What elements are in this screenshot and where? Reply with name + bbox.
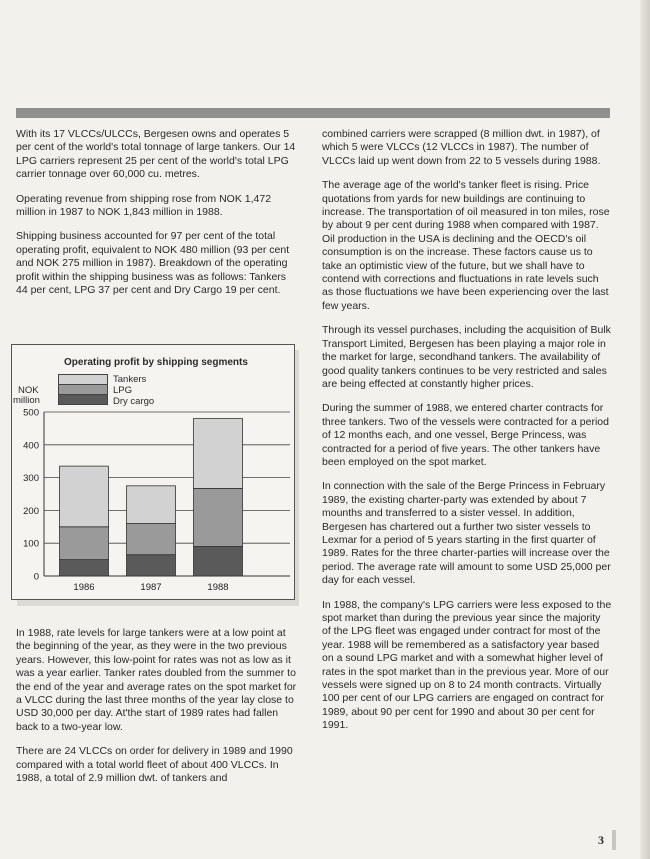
paragraph: In 1988, the company's LPG carriers were less exposed to the spot market than during the previous year since the majority of the LPG fleet was engaged under contract for most of the year. 1988 will be remembered as a satisfactory year based on a sound LPG market and with a somewhat higher level of rates in the spot market than in the previous year. More of our vessels were signed up on 8 to 24 month contracts. Virtually 100 per cent of our LPG carriers are engaged on contract for 1989, about 90 per cent for 1990 and about 30 per cent for 1991. [322,598,612,732]
y-tick-label: 100 [23,538,39,550]
paragraph: Through its vessel purchases, including the acquisition of Bulk Transport Limited, Bergesen has been playing a major role in the market for large, secondhand tankers. The availability of good quality tankers continues to be very restricted and sales are being effected at constantly higher prices. [322,324,611,390]
bar-lpg-1986 [60,527,109,560]
bar-tankers-1988 [194,419,243,489]
right-column [322,128,612,744]
y-tick-label: 0 [33,571,39,583]
bar-tankers-1987 [127,486,176,524]
left-column-bottom [16,627,300,796]
legend-label-lpg: LPG [113,385,133,396]
bar-lpg-1987 [127,524,176,555]
paragraph: Operating revenue from shipping rose from NOK 1,472 million in 1987 to NOK 1,843 million in 1988. [16,192,272,219]
paragraph: In connection with the sale of the Berge Princess in February 1989, the existing charter-party was extended by about 7 mounths and transferred to a sister vessel. In addition, Bergesen has chartered out a further two sister vessels to Lexmar for a period of 5 years starting in the first quarter of 1989. Rates for the three charter-parties will increase over the period. The average rate will amount to some USD 25,000 per day for each vessel. [322,480,611,587]
paragraph: The average age of the world's tanker fleet is rising. Price quotations from yards for new buildings are continuing to increase. The transportation of oil measured in ton miles, rose by about 9 per cent during 1988 when compared with 1987. Oil production in the USA is declining and the OECD's oil consumption is on the increase. These factors cause us to take an optimistic view of the future, but we shall have to contend with corrections and fluctuations in rate levels such as those fluctuations we have been experiencing over the last few years. [322,179,610,312]
bar-dry-cargo-1988 [194,546,243,576]
y-tick-label: 500 [23,407,39,419]
paragraph: With its 17 VLCCs/ULCCs, Bergesen owns and operates 5 per cent of the world's total tonnage of large tankers. Our 14 LPG carriers represent 25 per cent of the world's total LPG carrier tonnage over 60,000 cu. metres. [16,128,296,181]
y-tick-label: 200 [23,505,39,517]
legend-label-dry-cargo: Dry cargo [113,396,155,407]
y-tick-label: 400 [23,440,39,452]
bar-dry-cargo-1987 [127,555,176,576]
paragraph: combined carriers were scrapped (8 million dwt. in 1987), of which 5 were VLCCs (12 VLCCs in 1987). The number of VLCCs laid up went down from 22 to 5 vessels during 1988. [322,128,601,167]
paragraph: There are 24 VLCCs on order for delivery in 1989 and 1990 compared with a total world fleet of about 400 VLCCs. In 1988, a total of 2.9 million dwt. of tankers and [16,745,293,785]
y-axis-label-unit: NOK [18,385,39,396]
paragraph: In 1988, rate levels for large tankers were at a low point at the beginning of the year, as they were in the two previous years. However, this low-point for rates was not as low as it was a year earlier. Tanker rates doubled from the summer to the end of the year and average rates on the spot market for a VLCC during the last three months of the year lay close to USD 30,000 per day. At'the start of 1989 rates had fallen back to a two-year low. [16,627,297,733]
x-tick-label: 1986 [73,582,95,593]
x-tick-label: 1987 [140,582,162,593]
legend-label-tankers: Tankers [113,374,147,385]
y-axis-label-scale: million [13,395,40,406]
bar-tankers-1986 [60,466,109,527]
page-tick [612,830,616,850]
x-tick-label: 1988 [207,582,229,593]
paragraph: Shipping business accounted for 97 per cent of the total operating profit, equivalent to NOK 480 million (93 per cent and NOK 275 million in 1987). Breakdown of the operating profit within the shipping business was as follows: Tankers 44 per cent, LPG 37 per cent and Dry Cargo 19 per cent. [16,230,290,297]
bar-dry-cargo-1986 [60,560,109,576]
page-number: 3 [598,833,604,847]
y-tick-label: 300 [23,473,39,485]
paragraph: During the summer of 1988, we entered charter contracts for three tankers. Two of the vessels were contracted for a period of 12 months each, and one vessel, Berge Princess, was contracted for a period of five years. The other tankers have been employed on the spot market. [322,402,609,468]
bar-lpg-1988 [194,488,243,546]
chart-title: Operating profit by shipping segments [64,357,248,368]
